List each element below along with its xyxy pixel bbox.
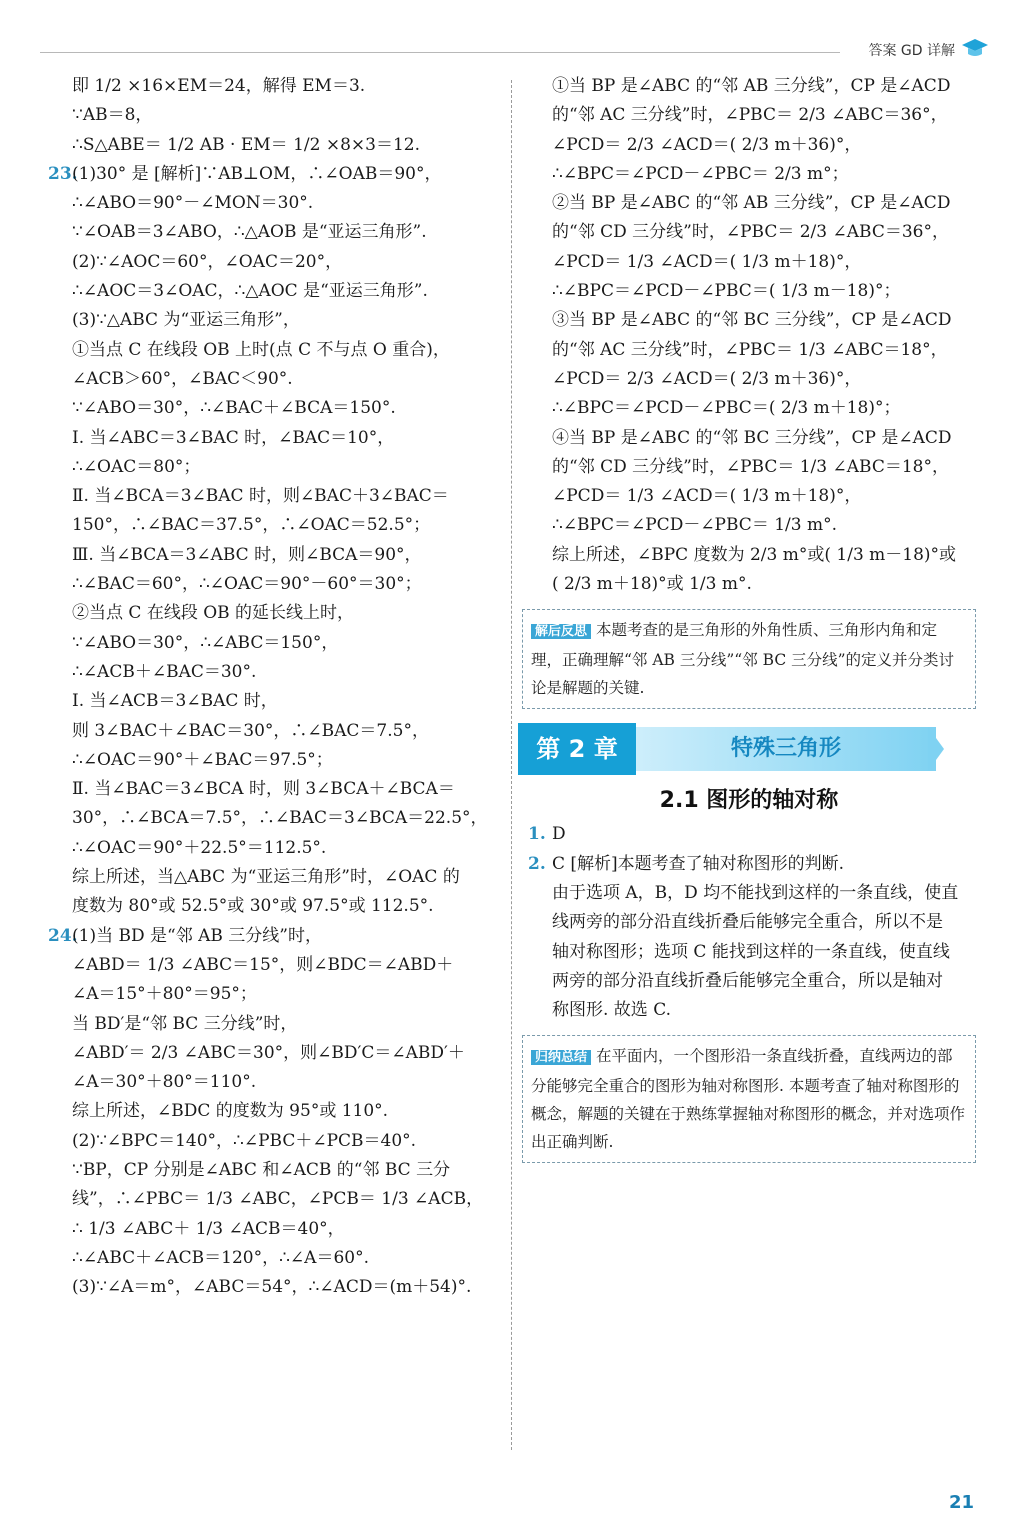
line-text: 综上所述，当△ABC 为“亚运三角形”时，∠OAC 的: [72, 867, 460, 888]
line-text: ∠A＝30°＋80°＝110°.: [72, 1072, 257, 1093]
header-rule: [40, 52, 840, 53]
line-text: Ⅰ. 当∠ACB＝3∠BAC 时，: [72, 691, 278, 712]
q24-continued: [552, 72, 976, 599]
text-line: 综上所述，∠BPC 度数为 2/3 m°或( 1/3 m－18)°或: [552, 544, 957, 565]
line-text: ∴∠OAC＝90°＋∠BAC＝97.5°；: [72, 749, 333, 770]
line-text: ∴∠OAC＝90°＋22.5°＝112.5°.: [72, 837, 327, 858]
right-column: [528, 72, 976, 1171]
text-line: 的“邻 AC 三分线”时，∠PBC＝ 1/3 ∠ABC＝18°，: [552, 339, 948, 360]
text-line: 的“邻 CD 三分线”时，∠PBC＝ 1/3 ∠ABC＝18°，: [552, 456, 949, 477]
text-line: [72, 101, 500, 130]
text-line: [72, 1215, 500, 1244]
chapter-arrow-icon: [928, 727, 944, 771]
text-line: [72, 599, 500, 628]
text-line: 由于选项 A，B，D 均不能找到这样的一条直线，使直: [552, 882, 959, 903]
line-text: 线”，∴∠PBC＝ 1/3 ∠ABC，∠PCB＝ 1/3 ∠ACB，: [72, 1189, 484, 1210]
line-text: 当 BD′是“邻 BC 三分线”时，: [72, 1013, 298, 1034]
text-line: ∴∠BPC＝∠PCD－∠PBC＝ 1/3 m°.: [552, 515, 838, 536]
text-line: [72, 482, 500, 511]
text-line: [72, 365, 500, 394]
line-text: (3)∵△ABC 为“亚运三角形”，: [72, 310, 300, 331]
line-text: ∵∠OAB＝3∠ABO，∴△AOB 是“亚运三角形”.: [72, 222, 427, 243]
page-number: 21: [948, 1492, 974, 1513]
text-line: 称图形. 故选 C.: [552, 1000, 672, 1021]
graduation-cap-icon: [961, 36, 989, 60]
text-line: ∠PCD＝ 2/3 ∠ACD＝( 2/3 m＋36)°，: [552, 368, 862, 389]
line-text: ∴∠ACB＋∠BAC＝30°.: [72, 661, 257, 682]
line-text: ∴∠AOC＝3∠OAC，∴△AOC 是“亚运三角形”.: [72, 281, 428, 302]
reflection-label: 解后反思: [531, 624, 591, 639]
question-number: 24.: [48, 925, 78, 946]
text-line: ( 2/3 m＋18)°或 1/3 m°.: [552, 574, 752, 595]
line-text: ∠A＝15°＋80°＝95°；: [72, 984, 257, 1005]
question-number: 2.: [528, 853, 546, 874]
text-line: [72, 629, 500, 658]
line-text: ∠ABD＝ 1/3 ∠ABC＝15°，则∠BDC＝∠ABD＋: [72, 954, 454, 975]
line-text: ∠ACB＞60°，∠BAC＜90°.: [72, 368, 293, 389]
text-line: 两旁的部分沿直线折叠后能够完全重合，所以是轴对: [552, 970, 943, 991]
line-text: ∴∠ABC＋∠ACB＝120°，∴∠A＝60°.: [72, 1247, 369, 1268]
reflection-box: [522, 609, 976, 709]
text-line: [72, 1010, 500, 1039]
line-text: Ⅱ. 当∠BAC＝3∠BCA 时，则 3∠BCA＋∠BCA＝: [72, 779, 455, 800]
question-number: 23.: [48, 163, 78, 184]
text-line: ∴∠BPC＝∠PCD－∠PBC＝( 1/3 m－18)°；: [552, 281, 901, 302]
text-line: ∠PCD＝ 1/3 ∠ACD＝( 1/3 m＋18)°，: [552, 251, 862, 272]
text-line: [72, 863, 500, 892]
text-line: [72, 570, 500, 599]
text-line: [72, 892, 500, 921]
left-column: [48, 72, 500, 1302]
text-line: [72, 453, 500, 482]
text-line: [72, 306, 500, 335]
line-text: 度数为 80°或 52.5°或 30°或 97.5°或 112.5°.: [72, 896, 434, 917]
line-text: 30°，∴∠BCA＝7.5°，∴∠BAC＝3∠BCA＝22.5°，: [72, 808, 488, 829]
text-line: [72, 1244, 500, 1273]
answer-text: C [解析]本题考查了轴对称图形的判断.: [552, 853, 845, 874]
text-line: [72, 775, 500, 804]
text-line: [72, 658, 500, 687]
line-text: ∴∠BAC＝60°，∴∠OAC＝90°－60°＝30°；: [72, 574, 422, 595]
text-line: [72, 218, 500, 247]
line-text: 综上所述，∠BDC 的度数为 95°或 110°.: [72, 1101, 389, 1122]
line-text: (3)∵∠A＝m°，∠ABC＝54°，∴∠ACD＝(m＋54)°.: [72, 1277, 472, 1298]
summary-label: 归纳总结: [531, 1050, 591, 1065]
text-line: [72, 541, 500, 570]
line-text: ①当点 C 在线段 OB 上时(点 C 不与点 O 重合)，: [72, 339, 450, 360]
line-text: ∴∠OAC＝80°；: [72, 456, 201, 477]
line-text: ∠ABD′＝ 2/3 ∠ABC＝30°，则∠BD′C＝∠ABD′＋: [72, 1042, 465, 1063]
text-line: ②当 BP 是∠ABC 的“邻 AB 三分线”，CP 是∠ACD: [552, 193, 951, 214]
line-text: 即 1/2 ×16×EM＝24，解得 EM＝3.: [72, 76, 366, 96]
line-text: (1)当 BD 是“邻 AB 三分线”时，: [72, 925, 322, 946]
page-header: [40, 40, 995, 62]
text-line: 的“邻 AC 三分线”时，∠PBC＝ 2/3 ∠ABC＝36°，: [552, 105, 948, 126]
text-line: [72, 131, 500, 160]
line-text: ∴S△ABE＝ 1/2 AB · EM＝ 1/2 ×8×3＝12.: [72, 134, 421, 155]
answer-line: [528, 820, 976, 849]
line-text: ∵BP，CP 分别是∠ABC 和∠ACB 的“邻 BC 三分: [72, 1159, 451, 1180]
text-line: ∠PCD＝ 1/3 ∠ACD＝( 1/3 m＋18)°，: [552, 486, 862, 507]
text-line: [72, 1068, 500, 1097]
text-line: ∴∠BPC＝∠PCD－∠PBC＝ 2/3 m°；: [552, 163, 849, 184]
text-line: ④当 BP 是∠ABC 的“邻 BC 三分线”，CP 是∠ACD: [552, 427, 952, 448]
line-text: ∵AB＝8，: [72, 105, 153, 126]
text-line: [72, 277, 500, 306]
line-text: (2)∵∠BPC＝140°，∴∠PBC＋∠PCB＝40°.: [72, 1130, 417, 1151]
text-line: ①当 BP 是∠ABC 的“邻 AB 三分线”，CP 是∠ACD: [552, 76, 951, 96]
line-text: (1)30° 是 [解析]∵AB⊥OM，∴∠OAB＝90°，: [72, 163, 442, 184]
text-line: [72, 1185, 500, 1214]
chapter-banner: [518, 723, 976, 775]
line-text: ∴∠ABO＝90°－∠MON＝30°.: [72, 193, 314, 214]
text-line: [72, 1127, 500, 1156]
line-text: 则 3∠BAC＋∠BAC＝30°，∴∠BAC＝7.5°，: [72, 720, 429, 741]
line-text: 150°，∴∠BAC＝37.5°，∴∠OAC＝52.5°；: [72, 515, 431, 536]
text-line: [72, 336, 500, 365]
text-line: [72, 746, 500, 775]
text-line: [72, 804, 500, 833]
line-text: Ⅲ. 当∠BCA＝3∠ABC 时，则∠BCA＝90°，: [72, 544, 422, 565]
answer-text: D: [552, 824, 566, 845]
text-line: [72, 980, 500, 1009]
text-line: [72, 1039, 500, 1068]
text-line: ∠PCD＝ 2/3 ∠ACD＝( 2/3 m＋36)°，: [552, 134, 862, 155]
answer-line: [528, 850, 976, 879]
text-line: ∴∠BPC＝∠PCD－∠PBC＝( 2/3 m＋18)°；: [552, 398, 901, 419]
line-text: Ⅱ. 当∠BCA＝3∠BAC 时，则∠BAC＋3∠BAC＝: [72, 486, 449, 507]
text-line: [72, 834, 500, 863]
text-line: ③当 BP 是∠ABC 的“邻 BC 三分线”，CP 是∠ACD: [552, 310, 952, 331]
text-line: [72, 511, 500, 540]
text-line: 线两旁的部分沿直线折叠后能够完全重合，所以不是: [552, 912, 943, 933]
text-line: [72, 394, 500, 423]
question-number: 1.: [528, 824, 546, 845]
text-line: [48, 922, 500, 951]
summary-text: 在平面内，一个图形沿一条直线折叠，直线两边的部分能够完全重合的图形为轴对称图形. 本题考查了轴对称图形的概念，解题的关键在于熟练掌握轴对称图形的概念，并对选项作出正确判断.: [531, 1047, 966, 1152]
text-line: [72, 72, 500, 101]
line-text: ②当点 C 在线段 OB 的延长线上时，: [72, 603, 355, 624]
text-line: [72, 717, 500, 746]
text-line: [72, 687, 500, 716]
line-text: Ⅰ. 当∠ABC＝3∠BAC 时，∠BAC＝10°，: [72, 427, 395, 448]
text-line: [72, 424, 500, 453]
header-title: 答案 GD 详解: [868, 43, 955, 59]
text-line: [72, 1097, 500, 1126]
text-line: [72, 1156, 500, 1185]
chapter-title: 特殊三角形: [636, 727, 936, 771]
text-line: [48, 160, 500, 189]
line-text: ∵∠ABO＝30°，∴∠BAC＋∠BCA＝150°.: [72, 398, 396, 419]
line-text: ∵∠ABO＝30°，∴∠ABC＝150°，: [72, 632, 339, 653]
text-line: 的“邻 CD 三分线”时，∠PBC＝ 2/3 ∠ABC＝36°，: [552, 222, 949, 243]
text-line: 轴对称图形；选项 C 能找到这样的一条直线，使直线: [552, 941, 950, 962]
reflection-text: 本题考查的是三角形的外角性质、三角形内角和定理，正确理解“邻 AB 三分线”“邻 BC 三分线”的定义并分类讨论是解题的关键.: [531, 621, 955, 698]
text-line: [72, 1273, 500, 1302]
chapter-number: 第 2 章: [518, 723, 636, 775]
text-line: [72, 189, 500, 218]
text-line: [72, 248, 500, 277]
answers: [528, 820, 976, 1025]
line-text: (2)∵∠AOC＝60°，∠OAC＝20°，: [72, 251, 343, 272]
text-line: [72, 951, 500, 980]
summary-box: [522, 1035, 976, 1163]
section-title: 2.1 图形的轴对称: [659, 788, 839, 814]
line-text: ∴ 1/3 ∠ABC＋ 1/3 ∠ACB＝40°，: [72, 1218, 345, 1239]
column-divider: [511, 80, 512, 1450]
